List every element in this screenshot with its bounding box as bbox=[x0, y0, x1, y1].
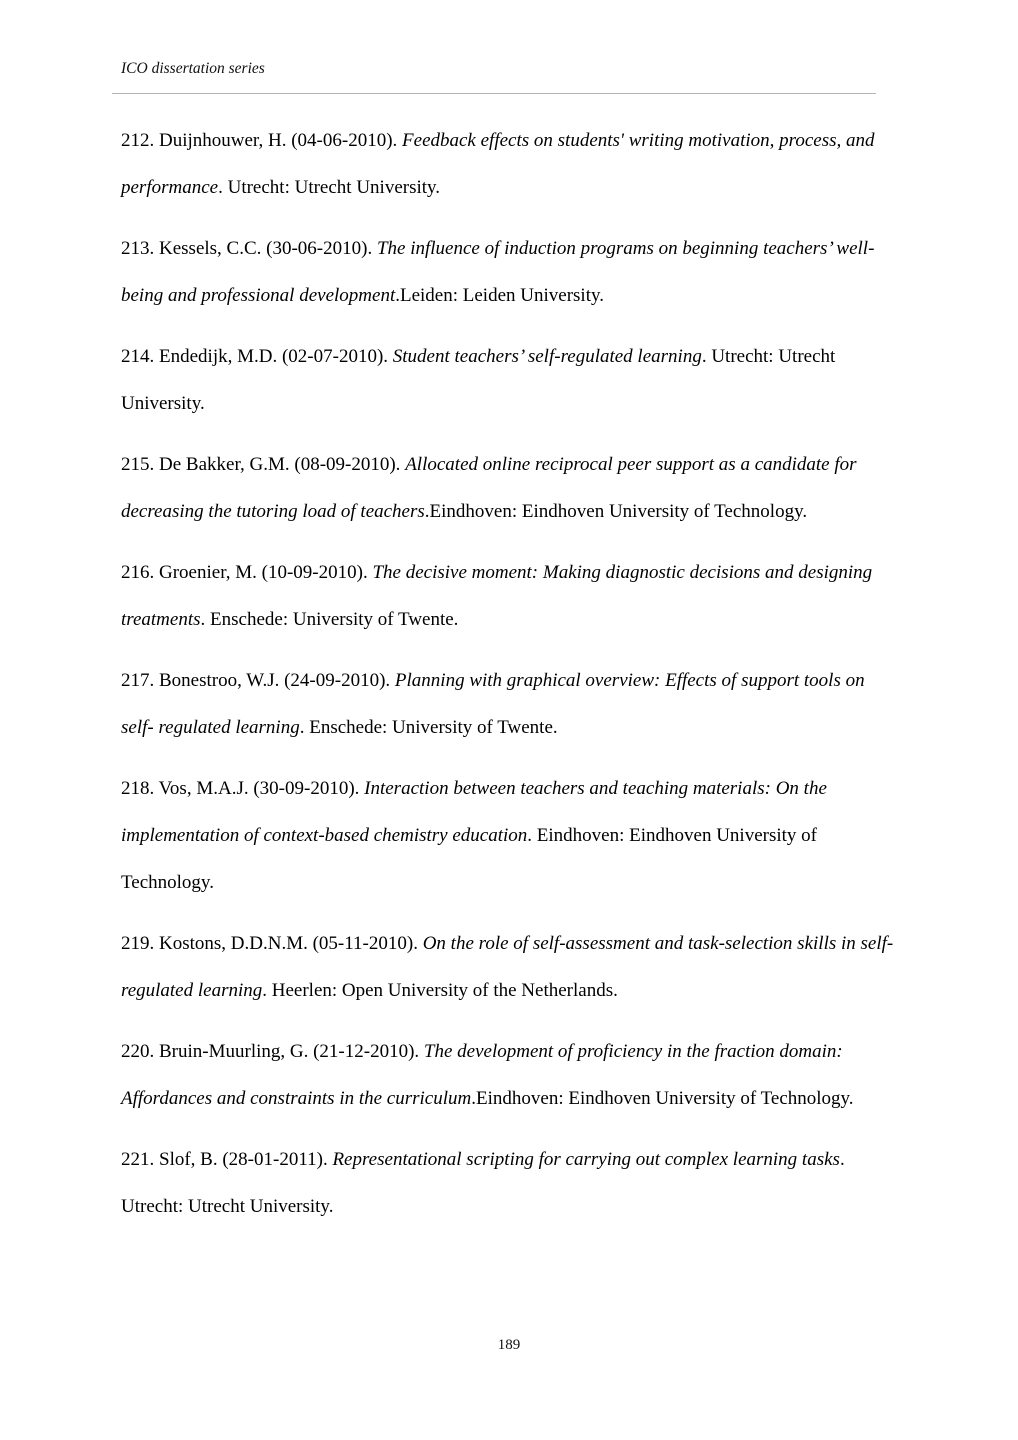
list-item bbox=[121, 765, 899, 906]
entry-publisher: .Eindhoven: Eindhoven University of Technology. bbox=[471, 1088, 854, 1109]
entry-title: Representational scripting for carrying out complex learning tasks bbox=[332, 1149, 840, 1170]
entry-publisher: .Leiden: Leiden University. bbox=[395, 285, 604, 306]
entry-publisher: . Heerlen: Open University of the Netherlands. bbox=[262, 980, 618, 1001]
entry-author-date: 218. Vos, M.A.J. (30-09-2010). bbox=[121, 778, 365, 799]
list-item bbox=[121, 117, 899, 211]
entry-title: The influence of induction programs on beginning teachers’ well-being and professional development bbox=[121, 238, 875, 306]
list-item bbox=[121, 333, 899, 427]
entry-author-date: 212. Duijnhouwer, H. (04-06-2010). bbox=[121, 130, 403, 151]
entry-author-date: 220. Bruin-Muurling, G. (21-12-2010). bbox=[121, 1041, 424, 1062]
list-item bbox=[121, 549, 899, 643]
entry-publisher: . Utrecht: Utrecht University. bbox=[121, 346, 836, 414]
entry-title: Interaction between teachers and teaching materials: On the implementation of context-based chemistry education bbox=[121, 778, 827, 846]
list-item bbox=[121, 1136, 899, 1230]
entry-author-date: 216. Groenier, M. (10-09-2010). bbox=[121, 562, 373, 583]
entry-title: The decisive moment: Making diagnostic decisions and designing treatments bbox=[121, 562, 873, 630]
dissertation-list bbox=[121, 117, 899, 1244]
entry-author-date: 219. Kostons, D.D.N.M. (05-11-2010). bbox=[121, 933, 423, 954]
list-item bbox=[121, 1028, 899, 1122]
header-divider bbox=[112, 93, 876, 94]
running-header: ICO dissertation series bbox=[121, 60, 265, 77]
list-item bbox=[121, 920, 899, 1014]
entry-title: Student teachers’ self-regulated learning bbox=[392, 346, 702, 367]
entry-publisher: .Eindhoven: Eindhoven University of Technology. bbox=[424, 501, 808, 522]
entry-publisher: . Eindhoven: Eindhoven University of Technology. bbox=[121, 825, 818, 893]
entry-title: The development of proficiency in the fraction domain: Affordances and constraints in the curriculum bbox=[121, 1041, 843, 1109]
entry-author-date: 215. De Bakker, G.M. (08-09-2010). bbox=[121, 454, 406, 475]
entry-publisher: . Utrecht: Utrecht University. bbox=[121, 1149, 845, 1217]
entry-title: Planning with graphical overview: Effects of support tools on self- regulated learning bbox=[121, 670, 865, 738]
entry-publisher: . Enschede: University of Twente. bbox=[299, 717, 558, 738]
list-item bbox=[121, 225, 899, 319]
list-item bbox=[121, 657, 899, 751]
list-item bbox=[121, 441, 899, 535]
entry-publisher: . Enschede: University of Twente. bbox=[200, 609, 459, 630]
entry-author-date: 214. Endedijk, M.D. (02-07-2010). bbox=[121, 346, 393, 367]
entry-title: Feedback effects on students' writing motivation, process, and performance bbox=[121, 130, 875, 198]
entry-author-date: 217. Bonestroo, W.J. (24-09-2010). bbox=[121, 670, 395, 691]
entry-publisher: . Utrecht: Utrecht University. bbox=[218, 177, 441, 198]
page-number: 189 bbox=[497, 1337, 521, 1353]
entry-title: Allocated online reciprocal peer support as a candidate for decreasing the tutoring load of teachers bbox=[121, 454, 857, 522]
entry-title: On the role of self-assessment and task-selection skills in self- regulated learning bbox=[121, 933, 894, 1001]
entry-author-date: 213. Kessels, C.C. (30-06-2010). bbox=[121, 238, 377, 259]
entry-author-date: 221. Slof, B. (28-01-2011). bbox=[121, 1149, 333, 1170]
